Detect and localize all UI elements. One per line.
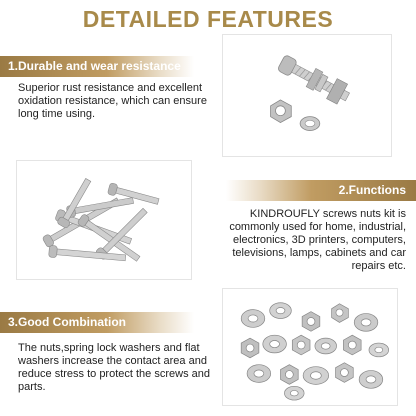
feature-3-photo: [222, 288, 398, 406]
feature-1-photo: [222, 34, 392, 157]
feature-1-heading-band: [0, 56, 194, 77]
screw-nut-assembly-image: [223, 35, 391, 156]
feature-1-heading: 1.Durable and wear resistance: [8, 59, 181, 73]
feature-2-photo: [16, 160, 192, 280]
feature-2-description: KINDROUFLY screws nuts kit is commonly used for home, industrial, electronics, 3D printers, computers, televisions, lamps, cabinets and car repairs etc.: [229, 208, 406, 272]
screws-pile-image: [17, 161, 191, 279]
feature-3-heading: 3.Good Combination: [8, 315, 126, 329]
nuts-washers-image: [223, 289, 397, 405]
feature-3-heading-band: [0, 312, 194, 333]
page-title: DETAILED FEATURES: [82, 6, 334, 32]
feature-2-heading: 2.Functions: [338, 183, 406, 197]
feature-1-description: Superior rust resistance and excellent oxidation resistance, which can ensure long time using.: [18, 82, 207, 120]
feature-3-description: The nuts,spring lock washers and flat washers increase the contact area and reduce stress to protect the screws and parts.: [18, 342, 210, 393]
feature-2-heading-band: [226, 180, 416, 201]
